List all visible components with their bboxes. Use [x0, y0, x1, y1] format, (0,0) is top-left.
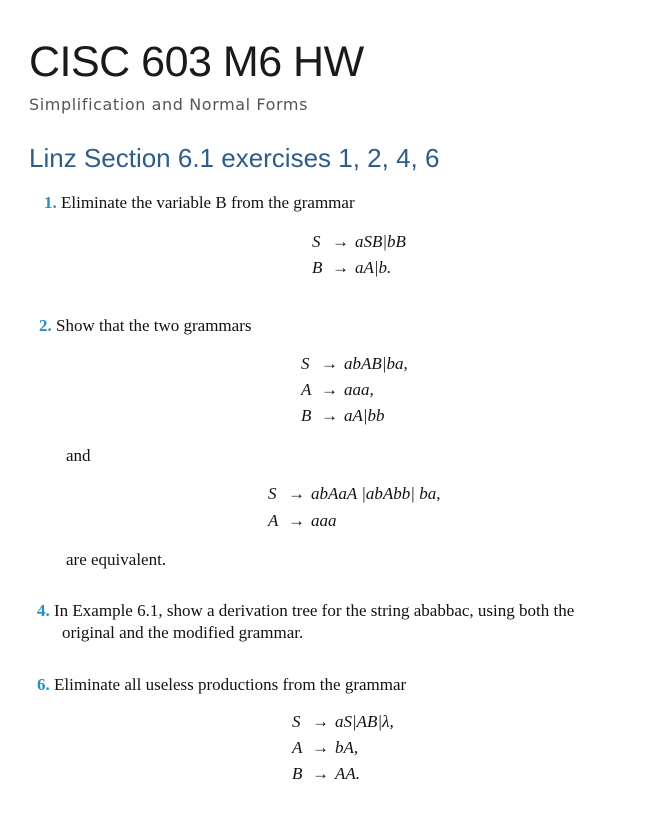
- rule-rhs: aA|bb: [344, 406, 385, 425]
- rule-lhs: B: [312, 258, 323, 277]
- arrow-icon: →: [321, 354, 338, 373]
- arrow-icon: →: [312, 738, 329, 757]
- arrow-icon: →: [332, 232, 349, 251]
- arrow-icon: →: [288, 511, 305, 530]
- exercise-number: 2.: [39, 316, 52, 335]
- rule-lhs: S: [292, 712, 301, 731]
- rule-rhs: aaa: [311, 511, 337, 530]
- exercise-text: Show that the two grammars: [56, 316, 252, 335]
- exercise-text: Eliminate all useless productions from the grammar: [54, 675, 407, 694]
- grammar-rule: [268, 511, 337, 531]
- arrow-icon: →: [288, 484, 305, 503]
- rule-rhs: AA.: [335, 764, 361, 783]
- rule-rhs: abAaA |abAbb| ba,: [311, 484, 441, 503]
- arrow-icon: →: [312, 712, 329, 731]
- rule-lhs: A: [301, 380, 312, 399]
- grammar-rule: [301, 406, 385, 426]
- rule-rhs: abAB|ba,: [344, 354, 408, 373]
- document-subtitle: Simplification and Normal Forms: [29, 95, 309, 114]
- rule-rhs: aSB|bB: [355, 232, 406, 251]
- grammar-rule: [268, 484, 440, 504]
- exercise-2-closing: are equivalent.: [66, 550, 167, 569]
- arrow-icon: →: [332, 258, 349, 277]
- rule-rhs: bA,: [335, 738, 359, 757]
- grammar-rule: [292, 764, 360, 784]
- grammar-rule: [312, 258, 391, 278]
- grammar-rule: [301, 380, 374, 400]
- exercise-text: Eliminate the variable B from the grammar: [61, 193, 355, 212]
- grammar-rule: [292, 738, 358, 758]
- rule-lhs: S: [268, 484, 277, 503]
- arrow-icon: →: [321, 380, 338, 399]
- rule-lhs: B: [301, 406, 312, 425]
- grammar-rule: [301, 354, 408, 374]
- rule-lhs: A: [292, 738, 303, 757]
- rule-lhs: S: [301, 354, 310, 373]
- and-text: and: [66, 446, 91, 465]
- exercise-number: 1.: [44, 193, 57, 212]
- grammar-rule: [312, 232, 406, 252]
- rule-lhs: S: [312, 232, 321, 251]
- grammar-rule: [292, 712, 394, 732]
- exercise-number: 6.: [37, 675, 50, 694]
- arrow-icon: →: [321, 406, 338, 425]
- exercise-text: In Example 6.1, show a derivation tree for the string ababbac, using both the: [54, 601, 575, 620]
- exercise-4: [37, 601, 574, 621]
- section-heading: Linz Section 6.1 exercises 1, 2, 4, 6: [29, 143, 440, 173]
- rule-rhs: aS|AB|λ,: [335, 712, 394, 731]
- rule-lhs: B: [292, 764, 303, 783]
- rule-rhs: aA|b.: [355, 258, 392, 277]
- exercise-1: [44, 193, 355, 213]
- rule-lhs: A: [268, 511, 279, 530]
- arrow-icon: →: [312, 764, 329, 783]
- exercise-2: [39, 316, 251, 336]
- exercise-6: [37, 675, 406, 695]
- document-title: CISC 603 M6 HW: [29, 38, 364, 86]
- rule-rhs: aaa,: [344, 380, 374, 399]
- exercise-number: 4.: [37, 601, 50, 620]
- exercise-4-text-continued: original and the modified grammar.: [62, 623, 304, 642]
